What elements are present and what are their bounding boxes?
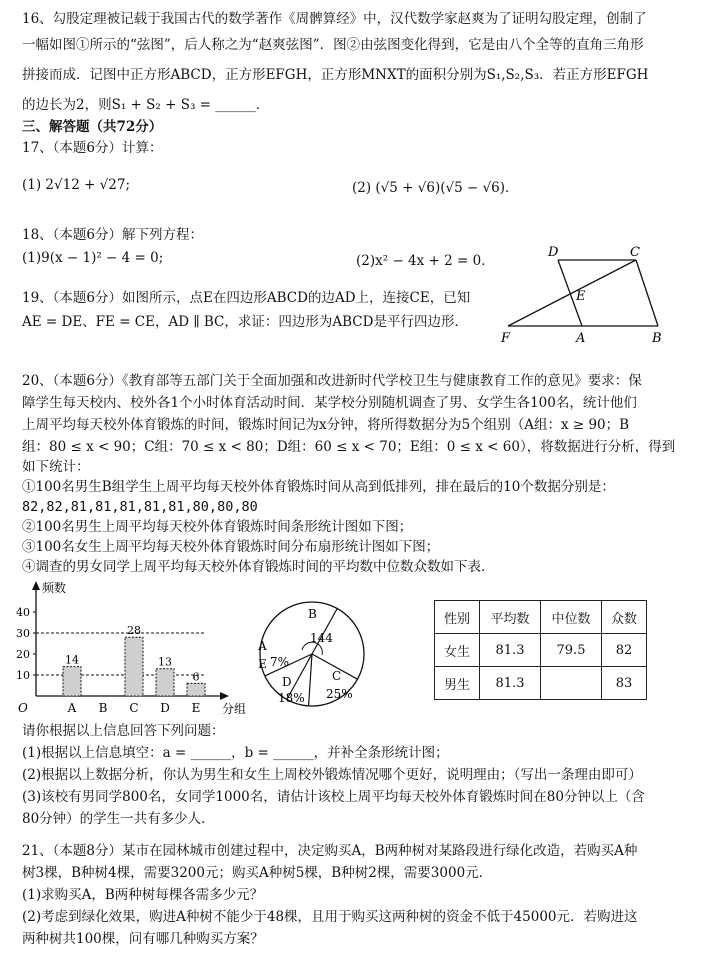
q20-question-1: (1)根据以上信息填空：a = ______，b = ______，并补全条形统计图； (22, 745, 449, 761)
bar-C (125, 637, 143, 696)
pie-value-E: 7% (270, 655, 290, 669)
pie-label-D: D (282, 675, 292, 689)
q17-head: 17、（本题6分）计算： (22, 140, 163, 156)
q20-question-3-cont: 80分钟）的学生一共有多少人． (22, 811, 215, 827)
table-header-row (435, 601, 647, 634)
bar-y-label: 频数 (42, 581, 67, 595)
q20-line3: 上周平均每天校外体育锻炼的时间，锻炼时间记为x分钟，将所得数据分为5个组别（A组：x ≥ 90；B (22, 417, 630, 433)
q16-line3: 拼接而成．记图中正方形ABCD，正方形EFGH，正方形MNXT的面积分别为S₁,S₂,S₃．若正方形EFGH (22, 67, 649, 83)
table-row (435, 667, 647, 700)
q17-part2: (2) (√5 + √6)(√5 − √6)． (352, 180, 519, 196)
q20-question-2: (2)根据以上数据分析，你认为男生和女生上周校外锻炼情况哪个更好，说明理由；（写出一条理由即可） (22, 767, 642, 783)
q20-data-list: 82,82,81,81,81,81,81,80,80,80 (22, 499, 258, 515)
q21-line3: (1)求购买A，B两种树每棵各需多少元？ (22, 887, 264, 903)
label-C: C (630, 245, 640, 260)
pie-value-D: 18% (278, 691, 305, 705)
label-A: A (576, 331, 586, 346)
q16-line2: 一幅如图①所示的“弦图”，后人称之为“赵爽弦图”．图②由弦图变化得到，它是由八个全等的直角三角形 (22, 37, 644, 53)
stats-table (434, 600, 647, 700)
table-cell: 81.3 (480, 667, 541, 700)
bar-y-tick-label: 30 (16, 627, 30, 640)
pie-label-C: C (332, 669, 342, 683)
q16-line4: 的边长为2，则S₁ + S₂ + S₃ = ______． (22, 97, 270, 113)
q20-line6: ①100名男生B组学生上周平均每天校外体育锻炼时间从高到低排列，排在最后的10个数据分别是： (22, 479, 615, 495)
bar-category-label: D (160, 701, 170, 715)
pie-value-B: 144 (310, 631, 333, 645)
q18-part2: (2)x² − 4x + 2 = 0． (356, 253, 495, 269)
bar-value-label: 28 (127, 624, 141, 638)
q20-line10: ④调查的男女同学上周平均每天校外体育锻炼时间的平均数中位数众数如下表． (22, 559, 495, 575)
q20-line2: 障学生每天校内、校外各1个小时体育活动时间．某学校分别随机调查了男、女学生各100名，统计他们 (22, 395, 637, 411)
q17-part1: (1) 2√12 + √27; (22, 177, 131, 193)
bar-y-tick-label: 10 (16, 669, 30, 682)
bar-category-label: E (191, 701, 201, 715)
table-header: 性别 (435, 601, 480, 634)
table-header: 平均数 (480, 601, 541, 634)
table-cell: 83 (602, 667, 647, 700)
q18-head: 18、（本题6分）解下列方程： (22, 227, 204, 243)
q20-line8: ②100名男生上周平均每天校外体育锻炼时间条形统计图如下图； (22, 519, 413, 535)
label-D: D (548, 245, 559, 260)
bar-value-label: 13 (158, 655, 172, 669)
q16-line1: 16、勾股定理被记载于我国古代的数学著作《周髀算经》中，汉代数学家赵爽为了证明勾股定理，创制了 (22, 11, 647, 27)
q20-line1: 20、（本题6分）《教育部等五部门关于全面加强和改进新时代学校卫生与健康教育工作的意见》要求：保 (22, 373, 642, 389)
pie-slice-E-edge (309, 654, 312, 706)
bar-x-label: 分组 (222, 702, 247, 716)
table-cell: 男生 (435, 667, 480, 700)
bar-E (187, 683, 205, 696)
q20-line4: 组：80 ≤ x < 90；C组：70 ≤ x < 80；D组：60 ≤ x < 70；E组：0 ≤ x < 60），将数据进行分析，得到 (22, 439, 676, 455)
pie-label-A: A (258, 639, 267, 653)
q20-question-intro: 请你根据以上信息回答下列问题： (22, 723, 225, 739)
table-cell: 81.3 (480, 634, 541, 667)
table-header: 众数 (602, 601, 647, 634)
label-F: F (501, 331, 511, 346)
q21-line4: (2)考虑到绿化效果，购进A种树不能少于48棵，且用于购买这两种树的资金不低于45000元．若购进这 (22, 909, 638, 925)
label-E: E (576, 289, 586, 304)
q20-line9: ③100名女生上周平均每天校外体育锻炼时间分布扇形统计图如下图； (22, 539, 440, 555)
table-cell: 82 (602, 634, 647, 667)
bar-value-label: 14 (65, 653, 79, 667)
q21-line5: 两种树共100棵，问有哪几种购买方案？ (22, 931, 264, 947)
bar-origin: O (18, 701, 28, 715)
bar-D (156, 669, 174, 696)
bar-category-label: A (67, 701, 77, 715)
pie-chart (246, 598, 380, 710)
q19-line2: AE = DE、FE = CE，AD ∥ BC，求证：四边形为ABCD是平行四边形． (22, 314, 468, 330)
q19-line1: 19、（本题6分）如图所示，点E在四边形ABCD的边AD上，连接CE，已知 (22, 290, 471, 306)
stats-table-wrap (434, 600, 647, 700)
label-B: B (652, 331, 662, 346)
section-heading: 三、解答题（共72分） (22, 119, 163, 135)
bar-category-label: B (98, 701, 108, 715)
pie-label-B: B (308, 607, 317, 621)
table-cell: 79.5 (541, 634, 602, 667)
bar-y-tick-label: 40 (16, 606, 30, 619)
bar-y-tick-label: 20 (16, 648, 30, 661)
table-row (435, 634, 647, 667)
bar-chart (8, 578, 247, 722)
table-header: 中位数 (541, 601, 602, 634)
pie-value-C: 25% (326, 687, 353, 701)
pie-label-E: E (258, 657, 267, 671)
table-cell (541, 667, 602, 700)
bar-A (63, 667, 81, 696)
q21-line2: 树3棵，B种树4棵，需要3200元；购买A种树5棵，B种树2棵，需要3000元． (22, 865, 493, 881)
q20-question-3: (3)该校有男同学800名，女同学1000名，请估计该校上周平均每天校外体育锻炼时间在80分钟以上（含 (22, 789, 645, 805)
table-cell: 女生 (435, 634, 480, 667)
parallelogram-figure (496, 242, 676, 346)
bar-value-label: 6 (192, 670, 200, 684)
q21-line1: 21、（本题8分）某市在园林城市创建过程中，决定购买A，B两种树对某路段进行绿化改造，若购买A种 (22, 843, 638, 859)
q20-line5: 如下统计： (22, 459, 90, 475)
bar-category-label: C (129, 701, 139, 715)
q18-part1: (1)9(x − 1)² − 4 = 0; (22, 250, 164, 266)
